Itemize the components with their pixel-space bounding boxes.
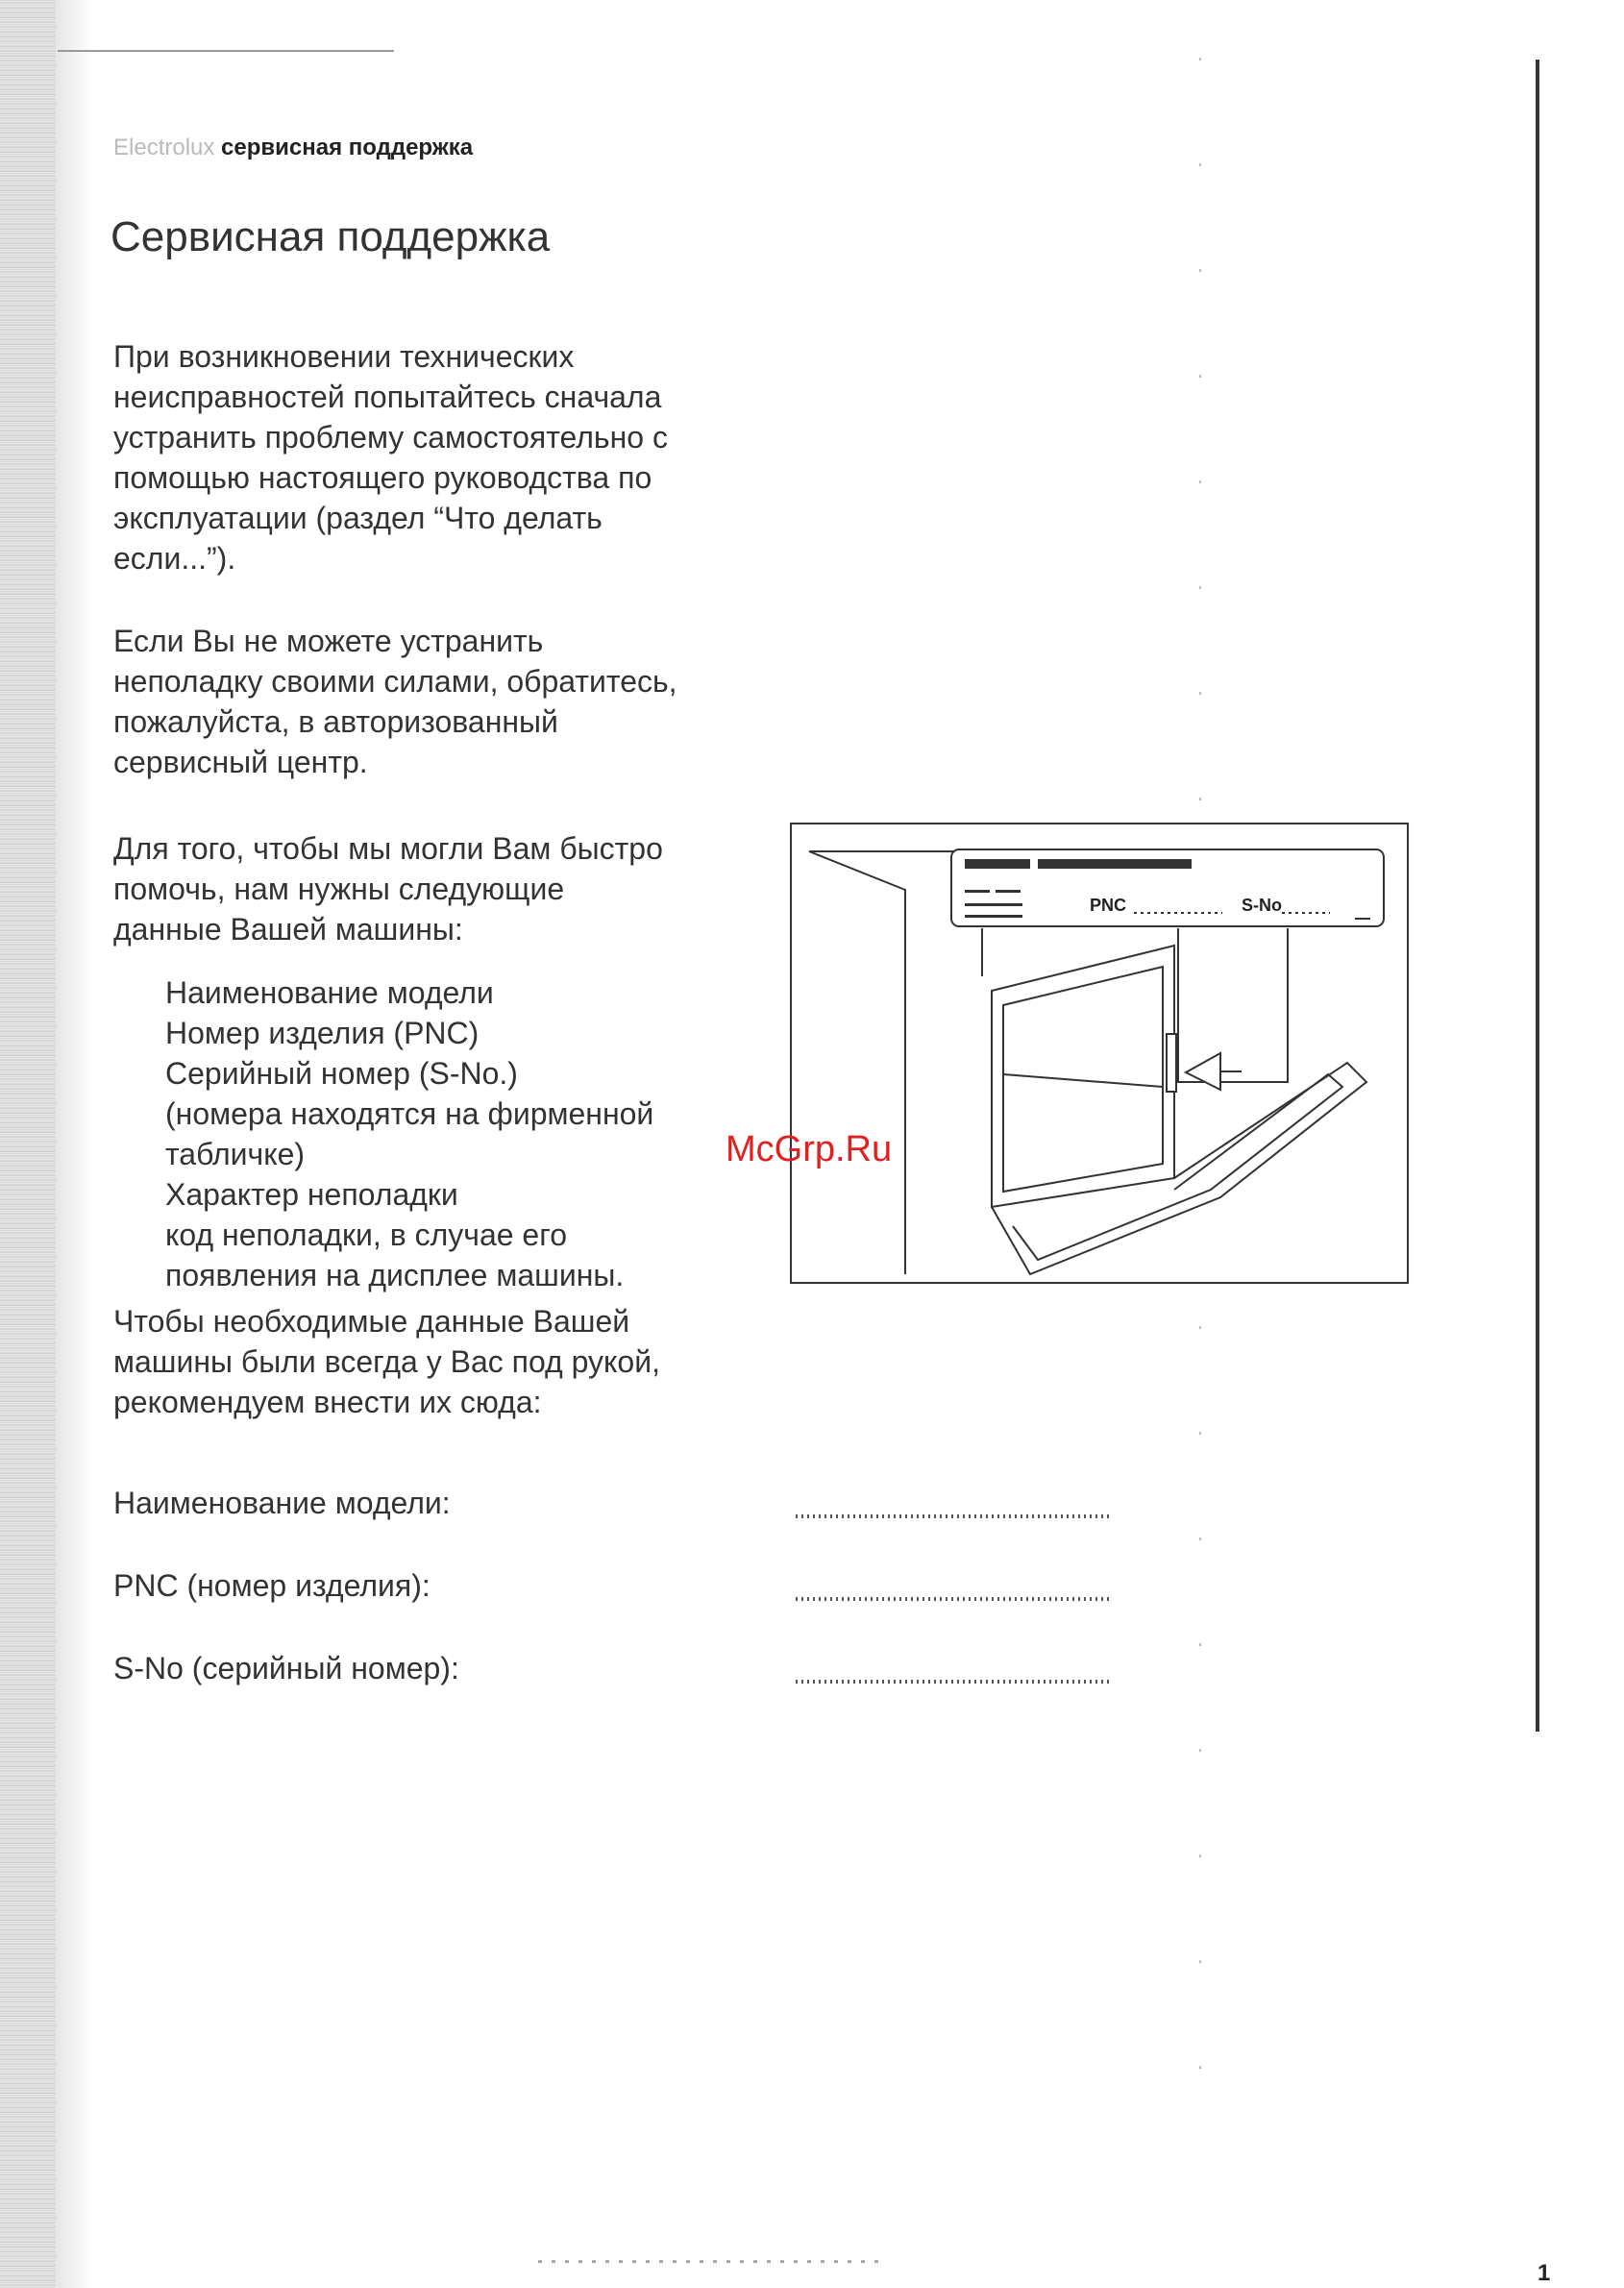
list-item: табличке) [165, 1137, 306, 1171]
list-item: появления на дисплее машины. [165, 1258, 625, 1292]
list-item: Номер изделия (PNC) [165, 1016, 480, 1050]
section-name: сервисная поддержка [221, 135, 474, 160]
paragraph-line: устранить проблему самостоятельно с [113, 420, 668, 455]
page-number: 1 [1538, 2260, 1551, 2286]
model-entry-line[interactable] [796, 1514, 1113, 1518]
running-header [113, 135, 473, 161]
plate-dash [996, 890, 1021, 893]
required-data-list [165, 972, 653, 1295]
paragraph-intro [113, 336, 748, 578]
list-item: Серийный номер (S-No.) [165, 1056, 518, 1091]
plate-dash [965, 903, 1022, 906]
plate-sno-label: S-No [1242, 896, 1282, 915]
paragraph-line: неполадку своими силами, обратитесь, [113, 664, 677, 699]
sno-label: S-No (серийный номер): [113, 1651, 459, 1685]
paragraph-line: помочь, нам нужны следующие [113, 872, 565, 906]
watermark: McGrp.Ru [726, 1129, 893, 1169]
paragraph-line: данные Вашей машины: [113, 912, 463, 947]
sno-entry-line[interactable] [796, 1680, 1113, 1684]
plate-bar [1038, 859, 1192, 869]
paragraph-line: помощью настоящего руководства по [113, 460, 652, 495]
right-rule [1536, 60, 1539, 1732]
paragraph-line: пожалуйста, в авторизованный [113, 704, 558, 739]
list-item: Характер неполадки [165, 1177, 458, 1212]
paragraph-line: Для того, чтобы мы могли Вам быстро [113, 831, 663, 866]
door-hinge [1167, 1034, 1176, 1092]
paragraph-line: рекомендуем внести их сюда: [113, 1385, 542, 1419]
paragraph-data-needed [113, 828, 748, 949]
paragraph-line: машины были всегда у Вас под рукой, [113, 1344, 660, 1379]
paragraph-line: сервисный центр. [113, 745, 368, 779]
paragraph-line: Чтобы необходимые данные Вашей [113, 1304, 630, 1339]
brand-name: Electrolux [113, 135, 215, 160]
pnc-entry-line[interactable] [796, 1597, 1113, 1601]
list-item: код неполадки, в случае его [165, 1218, 567, 1252]
plate-bar [965, 859, 1030, 869]
top-rule [58, 50, 394, 52]
oven-rating-plate-illustration [790, 823, 1409, 1284]
plate-dash [965, 915, 1022, 918]
footer-marks [538, 2260, 884, 2263]
model-label: Наименование модели: [113, 1486, 451, 1520]
list-item: Наименование модели [165, 975, 494, 1010]
plate-dash [965, 890, 990, 893]
paragraph-line: неисправностей попытайтесь сначала [113, 380, 662, 414]
page-title: Сервисная поддержка [111, 213, 551, 260]
paragraph-line: если...”). [113, 541, 236, 576]
pnc-label: PNC (номер изделия): [113, 1568, 431, 1603]
paragraph-line: При возникновении технических [113, 339, 575, 374]
scan-edge-shadow [56, 0, 94, 2288]
paragraph-record-data [113, 1301, 748, 1422]
paragraph-service-center [113, 621, 748, 782]
list-item: (номера находятся на фирменной [165, 1096, 654, 1131]
paragraph-line: Если Вы не можете устранить [113, 624, 544, 658]
plate-pnc-label: PNC [1090, 896, 1127, 915]
scan-edge [0, 0, 56, 2288]
paragraph-line: эксплуатации (раздел “Что делать [113, 501, 603, 535]
